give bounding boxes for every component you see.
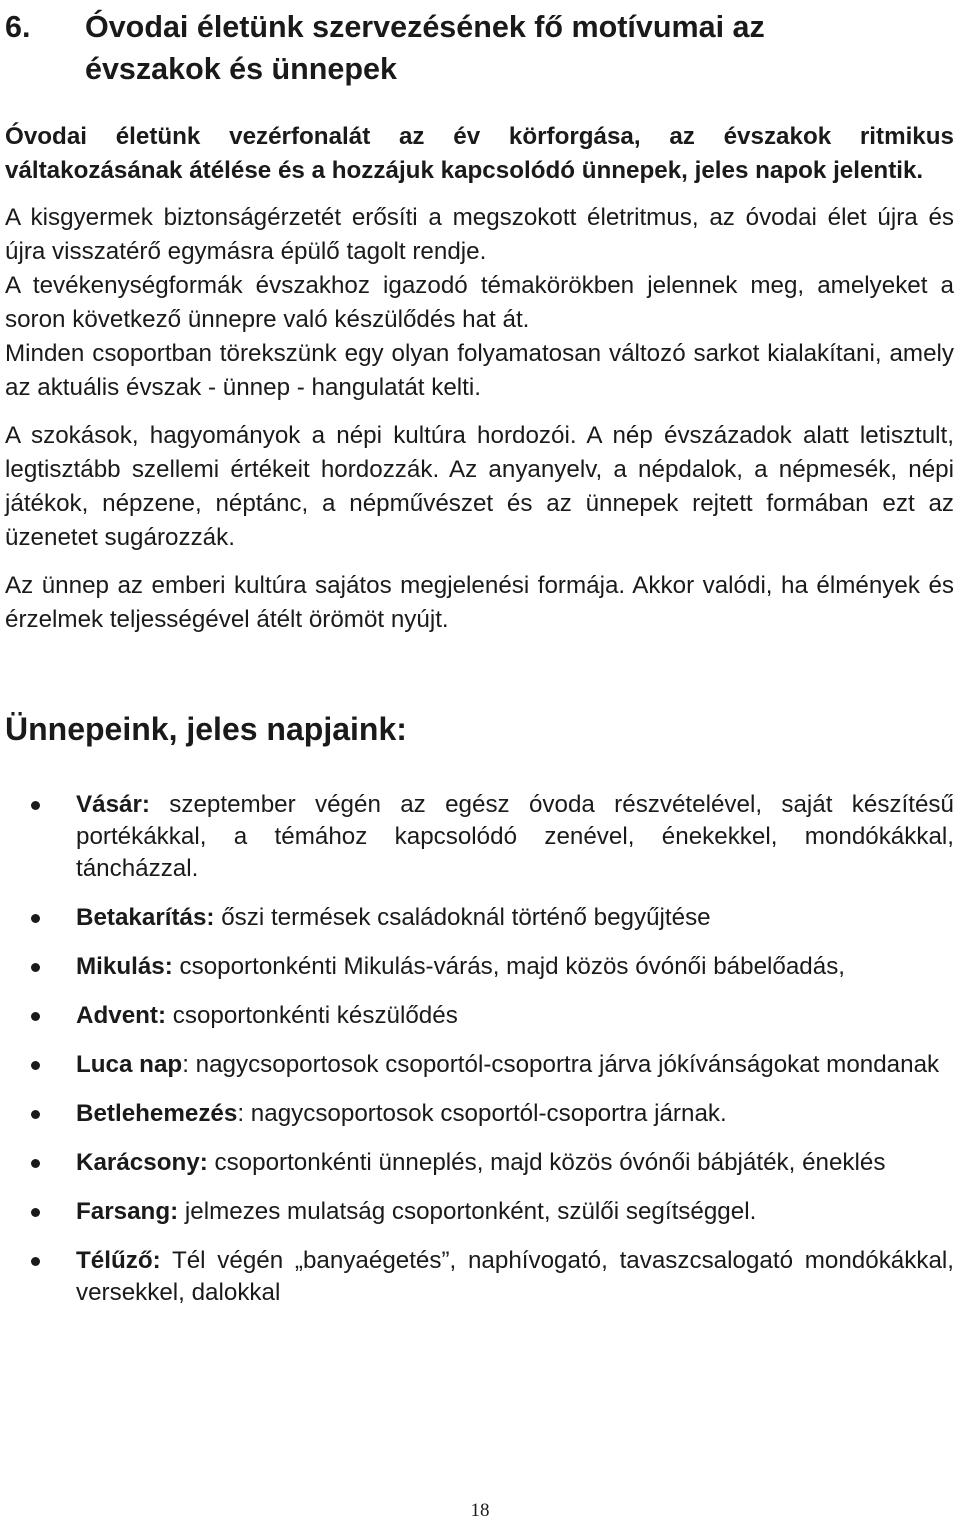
paragraph-4: A szokások, hagyományok a népi kultúra hordozói. A nép évszázadok alatt letisztult, legtisztább szellemi értékeit hordozzák. Az anyanyelv, a népdalok, a népmesék, népi játékok, népzene, néptánc, a népművészet és az ünnepek rejtett formában ezt az üzenetet sugározzák. — [5, 422, 954, 551]
event-term: Vásár: — [76, 791, 150, 818]
event-text: : nagycsoportosok csoportól-csoportra járva jókívánságokat mondanak — [182, 1051, 940, 1078]
event-text: : nagycsoportosok csoportól-csoportra járnak. — [237, 1100, 727, 1127]
paragraph-2: A tevékenységformák évszakhoz igazodó témakörökben jelennek meg, amelyeket a soron következő ünnepre való készülődés hat át. — [5, 272, 954, 333]
list-item — [5, 1000, 954, 1032]
list-item — [5, 902, 954, 934]
event-term: Luca nap — [76, 1051, 183, 1078]
event-text: jelmezes mulatság csoportonként, szülői segítséggel. — [184, 1198, 757, 1225]
event-text: Tél végén „banyaégetés”, naphívogató, tavaszcsalogató mondókákkal, versekkel, dalokkal — [76, 1247, 954, 1306]
chapter-number: 6. — [5, 10, 31, 44]
event-text: őszi termések családoknál történő begyűjtése — [221, 904, 711, 931]
chapter-title-line1: Óvodai életünk szervezésének fő motívumai az — [85, 10, 765, 44]
event-term: Betlehemezés — [76, 1100, 238, 1127]
list-item — [5, 1245, 954, 1309]
intro-paragraph: Óvodai életünk vezérfonalát az év körforgása, az évszakok ritmikus váltakozásának átélése és a hozzájuk kapcsolódó ünnepek, jeles napok jelentik. — [5, 123, 954, 184]
bullet-icon — [31, 1061, 40, 1070]
page-number: 18 — [470, 1500, 490, 1521]
bullet-icon — [31, 1110, 40, 1119]
chapter-title — [5, 0, 954, 90]
bullet-icon — [31, 914, 40, 923]
event-text: csoportonkénti Mikulás-várás, majd közös óvónői bábelőadás, — [179, 953, 846, 980]
event-term: Karácsony: — [76, 1149, 208, 1176]
list-item — [5, 1098, 954, 1130]
event-term: Advent: — [76, 1002, 167, 1029]
list-item — [5, 1147, 954, 1179]
list-item — [5, 789, 954, 885]
event-term: Betakarítás: — [76, 904, 215, 931]
event-text: csoportonkénti ünneplés, majd közös óvónői bábjáték, éneklés — [214, 1149, 886, 1176]
bullet-icon — [31, 1208, 40, 1217]
bullet-icon — [31, 801, 40, 810]
event-term: Farsang: — [76, 1198, 179, 1225]
event-text: csoportonkénti készülődés — [172, 1002, 458, 1029]
bullet-icon — [31, 1012, 40, 1021]
paragraph-3: Minden csoportban törekszünk egy olyan folyamatosan változó sarkot kialakítani, amely az aktuális évszak - ünnep - hangulatát kelti. — [5, 340, 954, 401]
events-list — [5, 789, 954, 1309]
event-term: Mikulás: — [76, 953, 173, 980]
list-item — [5, 1196, 954, 1228]
list-item — [5, 1049, 954, 1081]
bullet-icon — [31, 1159, 40, 1168]
chapter-title-line2: évszakok és ünnepek — [85, 52, 397, 86]
paragraph-5: Az ünnep az emberi kultúra sajátos megjelenési formája. Akkor valódi, ha élmények és érzelmek teljességével átélt örömöt nyújt. — [5, 572, 954, 633]
section-title: Ünnepeink, jeles napjaink: — [5, 711, 407, 747]
bullet-icon — [31, 963, 40, 972]
event-text: szeptember végén az egész óvoda részvételével, saját készítésű portékákkal, a témához kapcsolódó zenével, énekekkel, mondókákkal, táncházzal. — [76, 791, 954, 882]
event-term: Télűző: — [76, 1247, 161, 1274]
bullet-icon — [31, 1257, 40, 1266]
paragraph-1: A kisgyermek biztonságérzetét erősíti a megszokott életritmus, az óvodai élet újra és újra visszatérő egymásra épülő tagolt rendje. — [5, 204, 954, 265]
list-item — [5, 951, 954, 983]
